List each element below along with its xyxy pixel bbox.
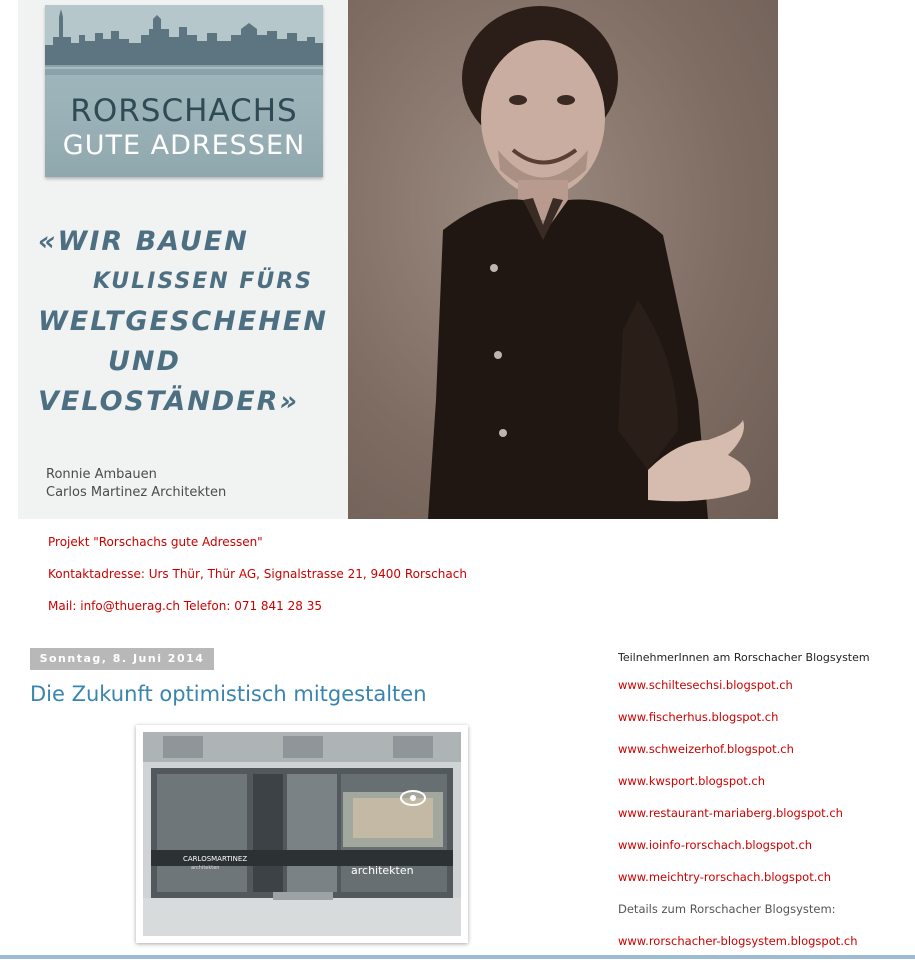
contact-address: Kontaktadresse: Urs Thür, Thür AG, Signalstrasse 21, 9400 Rorschach	[48, 567, 467, 581]
list-item	[618, 709, 858, 741]
sidebar-title: TeilnehmerInnen am Rorschacher Blogsystem	[618, 651, 870, 664]
list-item	[618, 741, 858, 773]
storefront-window-text: architekten	[351, 864, 414, 877]
list-item	[618, 677, 858, 709]
post-image[interactable]	[136, 725, 468, 943]
person-name-2: Carlos Martinez Architekten	[46, 485, 227, 500]
person-name-1: Ronnie Ambauen	[46, 467, 157, 482]
quote-line-1: «WIR BAUEN	[38, 226, 249, 257]
title-plate	[45, 5, 323, 177]
blog-link-kwsport[interactable]: www.kwsport.blogspot.ch	[618, 774, 766, 788]
blog-link-rorschacher-blogsystem[interactable]: www.rorschacher-blogsystem.blogspot.ch	[618, 934, 858, 948]
headline-quote	[38, 222, 348, 422]
portrait-illustration	[348, 0, 778, 519]
list-item	[618, 773, 858, 805]
storefront-sign: CARLOSMARTINEZ	[183, 855, 248, 863]
quote-line-4: UND	[108, 346, 181, 377]
project-info	[48, 533, 467, 629]
blog-link-fischerhus[interactable]: www.fischerhus.blogspot.ch	[618, 710, 779, 724]
plate-title-line1: RORSCHACHS	[70, 93, 298, 129]
blogsystem-details-label: Details zum Rorschacher Blogsystem:	[618, 902, 836, 916]
quote-line-3: WELTGESCHEHEN	[38, 306, 328, 337]
list-item	[618, 933, 858, 965]
post-date-header: Sonntag, 8. Juni 2014	[30, 648, 214, 670]
quote-line-2: KULISSEN FÜRS	[93, 269, 314, 294]
list-item	[618, 805, 858, 837]
portrait-photo	[348, 0, 778, 519]
blog-link-schiltesechsi[interactable]: www.schiltesechsi.blogspot.ch	[618, 678, 793, 692]
blog-link-restaurant-mariaberg[interactable]: www.restaurant-mariaberg.blogspot.ch	[618, 806, 843, 820]
horizontal-scrollbar[interactable]	[0, 955, 915, 959]
storefront-sign-sub: architekten	[191, 865, 220, 871]
project-name: Projekt "Rorschachs gute Adressen"	[48, 535, 263, 549]
blog-link-meichtry-rorschach[interactable]: www.meichtry-rorschach.blogspot.ch	[618, 870, 831, 884]
list-item	[618, 837, 858, 869]
brochure-cover	[18, 0, 348, 519]
post-title-link[interactable]: Die Zukunft optimistisch mitgestalten	[30, 682, 427, 706]
city-skyline-image	[45, 5, 323, 75]
list-item	[618, 869, 858, 901]
header-banner	[18, 0, 778, 519]
list-item	[618, 901, 858, 933]
plate-title-line2: GUTE ADRESSEN	[62, 130, 306, 161]
blog-link-schweizerhof[interactable]: www.schweizerhof.blogspot.ch	[618, 742, 794, 756]
contact-mail-phone: Mail: info@thuerag.ch Telefon: 071 841 28 35	[48, 599, 322, 613]
persons-credit	[46, 466, 226, 502]
office-storefront-photo	[143, 732, 461, 936]
quote-line-5: VELOSTÄNDER»	[38, 386, 299, 417]
sidebar-links-list	[618, 677, 858, 965]
blog-link-ioinfo-rorschach[interactable]: www.ioinfo-rorschach.blogspot.ch	[618, 838, 813, 852]
